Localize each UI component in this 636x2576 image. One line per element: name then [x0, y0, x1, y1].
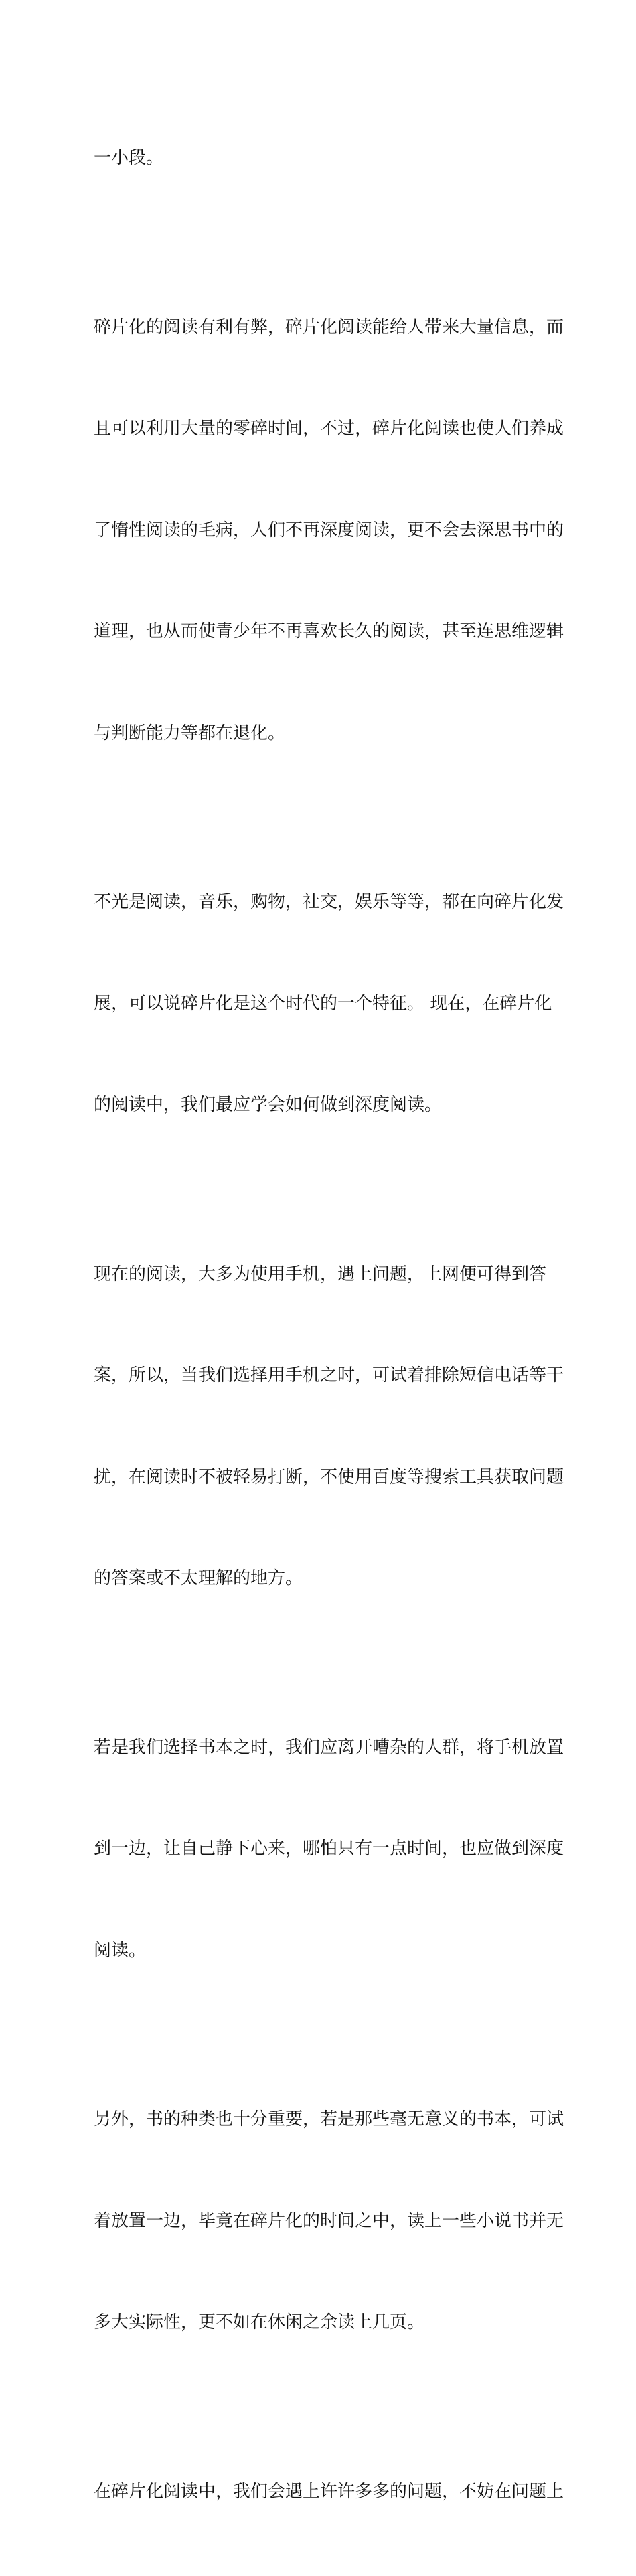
text-line: 不光是阅读，音乐，购物，社交，娱乐等等，都在向碎片化发: [94, 885, 549, 919]
text-line: 案，所以，当我们选择用手机之时，可试着排除短信电话等干: [94, 1359, 549, 1393]
paragraph-6: [94, 2035, 549, 2407]
text-line: 到一边，让自己静下心来，哪怕只有一点时间，也应做到深度: [94, 1832, 549, 1866]
text-line: 另外，书的种类也十分重要，若是那些毫无意义的书本，可试: [94, 2103, 549, 2137]
text-line: 扰，在阅读时不被轻易打断，不使用百度等搜索工具获取问题: [94, 1460, 549, 1495]
text-line: 的阅读中，我们最应学会如何做到深度阅读。: [94, 1088, 549, 1122]
paragraph-4: [94, 1190, 549, 1663]
text-line: 多大实际性，更不如在休闲之余读上几页。: [94, 2305, 549, 2340]
text-line: 在碎片化阅读中，我们会遇上许许多多的问题，不妨在问题上: [94, 2475, 549, 2509]
document-page: [0, 0, 636, 823]
text-line: 阅读。: [94, 1934, 549, 1968]
paragraph-7: [94, 2407, 549, 2576]
text-line: 的答案或不太理解的地方。: [94, 1562, 549, 1596]
text-line: 碎片化的阅读有利有弊，碎片化阅读能给人带来大量信息，而: [94, 311, 549, 345]
text-line: 着放置一边，毕竟在碎片化的时间之中，读上一些小说书并无: [94, 2204, 549, 2239]
text-line: 道理，也从而使青少年不再喜欢长久的阅读，甚至连思维逻辑: [94, 615, 549, 649]
text-line: 现在的阅读，大多为使用手机，遇上问题，上网便可得到答: [94, 1258, 549, 1292]
text-line: 了惰性阅读的毛病，人们不再深度阅读，更不会去深思书中的: [94, 514, 549, 548]
paragraph-5: [94, 1663, 549, 2036]
text-line: 展，可以说碎片化是这个时代的一个特征。 现在，在碎片化: [94, 987, 549, 1021]
paragraph-1: [94, 74, 549, 243]
text-line: 若是我们选择书本之时，我们应离开嘈杂的人群，将手机放置: [94, 1731, 549, 1765]
paragraph-3: [94, 818, 549, 1190]
paragraph-2: [94, 243, 549, 818]
text-line: 且可以利用大量的零碎时间，不过，碎片化阅读也使人们养成: [94, 412, 549, 446]
text-line: 一小段。: [94, 141, 549, 175]
text-line: 与判断能力等都在退化。: [94, 716, 549, 751]
